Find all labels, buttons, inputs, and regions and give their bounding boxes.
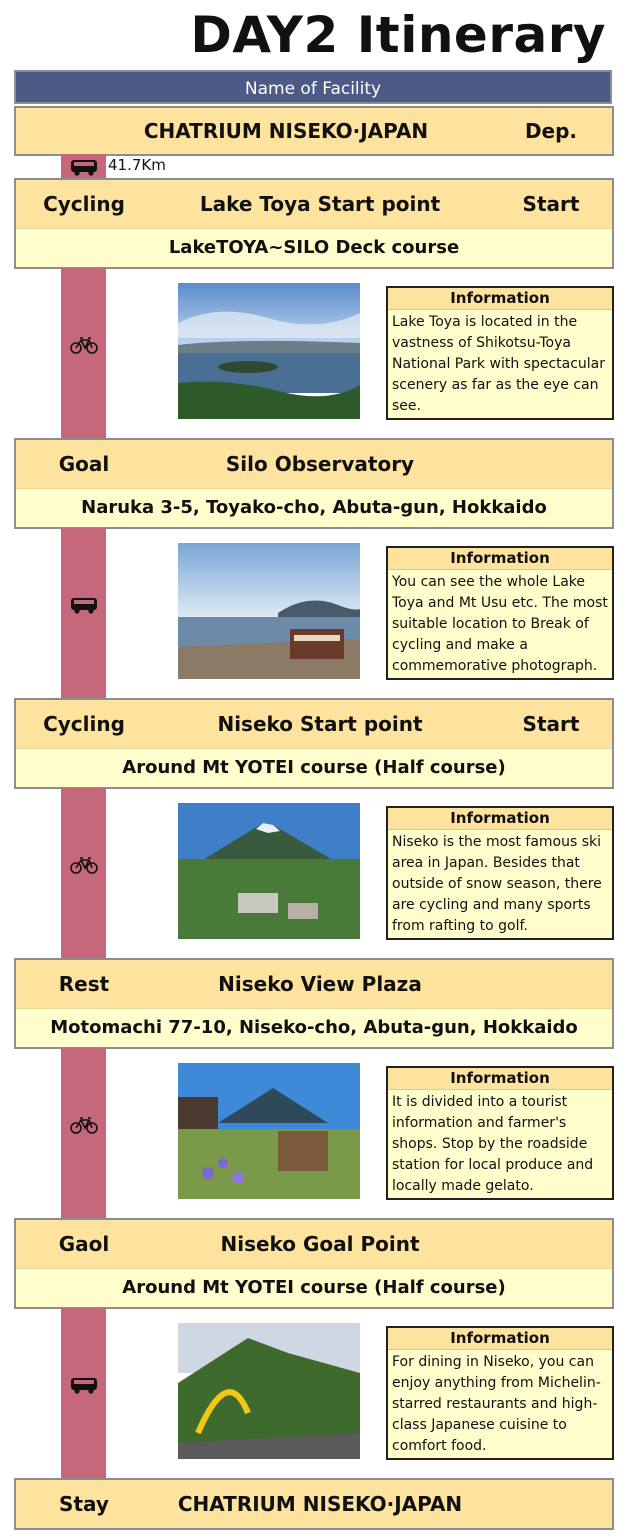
- bus-icon: [70, 1375, 98, 1395]
- section-2-sub: Naruka 3-5, Toyako-cho, Abuta-gun, Hokkaido: [16, 488, 612, 527]
- start-tag: Dep.: [524, 119, 578, 143]
- info-text: Lake Toya is located in the vastness of Shikotsu-Toya National Park with spectacular scenery as far as the eye can see.: [392, 314, 606, 414]
- info-box: [386, 546, 614, 680]
- section-4: [14, 958, 614, 1049]
- info-text: Niseko is the most famous ski area in Japan. Besides that outside of snow season, there are cycling and many sports from rafting to golf.: [392, 834, 602, 934]
- distance-label: 41.7Km: [108, 156, 166, 174]
- info-box: [386, 806, 614, 940]
- section-5-type: Gaol: [58, 1232, 110, 1256]
- section-3-status: Start: [522, 712, 580, 736]
- section-3-sub: Around Mt YOTEI course (Half course): [16, 748, 612, 787]
- info-text: For dining in Niseko, you can enjoy anything from Michelin-starred restaurants and high-class Japanese cuisine to comfort food.: [392, 1354, 601, 1454]
- bicycle-icon: [70, 855, 98, 875]
- stay-type: Stay: [59, 1492, 109, 1516]
- stay-name: CHATRIUM NISEKO·JAPAN: [177, 1492, 463, 1516]
- section-1-type: Cycling: [43, 192, 125, 216]
- info-box: [386, 1066, 614, 1200]
- section-4-name: Niseko View Plaza: [218, 972, 422, 996]
- table-header: Name of Facility: [14, 70, 612, 104]
- view-plaza-photo: [178, 1063, 360, 1199]
- section-1-sub: LakeTOYA~SILO Deck course: [16, 228, 612, 267]
- stay-row: [14, 1478, 614, 1530]
- info-text: It is divided into a tourist information and farmer's shops. Stop by the roadside station for local produce and locally made gelato.: [392, 1094, 594, 1194]
- info-title: Information: [388, 548, 612, 570]
- info-title: Information: [388, 808, 612, 830]
- info-title: Information: [388, 1328, 612, 1350]
- section-2-name: Silo Observatory: [225, 452, 415, 476]
- page-title: DAY2 Itinerary: [190, 6, 606, 64]
- info-title: Information: [388, 1068, 612, 1090]
- info-text: You can see the whole Lake Toya and Mt Usu etc. The most suitable location to Break of cycling and make a commemorative photograph.: [392, 574, 608, 674]
- info-title: Information: [388, 288, 612, 310]
- section-4-sub: Motomachi 77-10, Niseko-cho, Abuta-gun, Hokkaido: [16, 1008, 612, 1047]
- bicycle-icon: [70, 1115, 98, 1135]
- info-box: [386, 286, 614, 420]
- info-box: [386, 1326, 614, 1460]
- bicycle-icon: [70, 335, 98, 355]
- section-3: [14, 698, 614, 789]
- lake-toya-photo: [178, 283, 360, 419]
- goal-point-photo: [178, 1323, 360, 1459]
- section-1-status: Start: [522, 192, 580, 216]
- section-5: [14, 1218, 614, 1309]
- start-row: [14, 106, 614, 156]
- section-4-type: Rest: [58, 972, 110, 996]
- section-5-sub: Around Mt YOTEI course (Half course): [16, 1268, 612, 1307]
- niseko-photo: [178, 803, 360, 939]
- section-2-type: Goal: [58, 452, 110, 476]
- section-5-name: Niseko Goal Point: [220, 1232, 420, 1256]
- section-1: [14, 178, 614, 269]
- silo-observatory-photo: [178, 543, 360, 679]
- bus-icon: [70, 157, 98, 177]
- section-3-type: Cycling: [43, 712, 125, 736]
- section-2: [14, 438, 614, 529]
- section-3-name: Niseko Start point: [217, 712, 423, 736]
- start-name: CHATRIUM NISEKO·JAPAN: [143, 119, 429, 143]
- section-1-name: Lake Toya Start point: [199, 192, 441, 216]
- bus-icon: [70, 595, 98, 615]
